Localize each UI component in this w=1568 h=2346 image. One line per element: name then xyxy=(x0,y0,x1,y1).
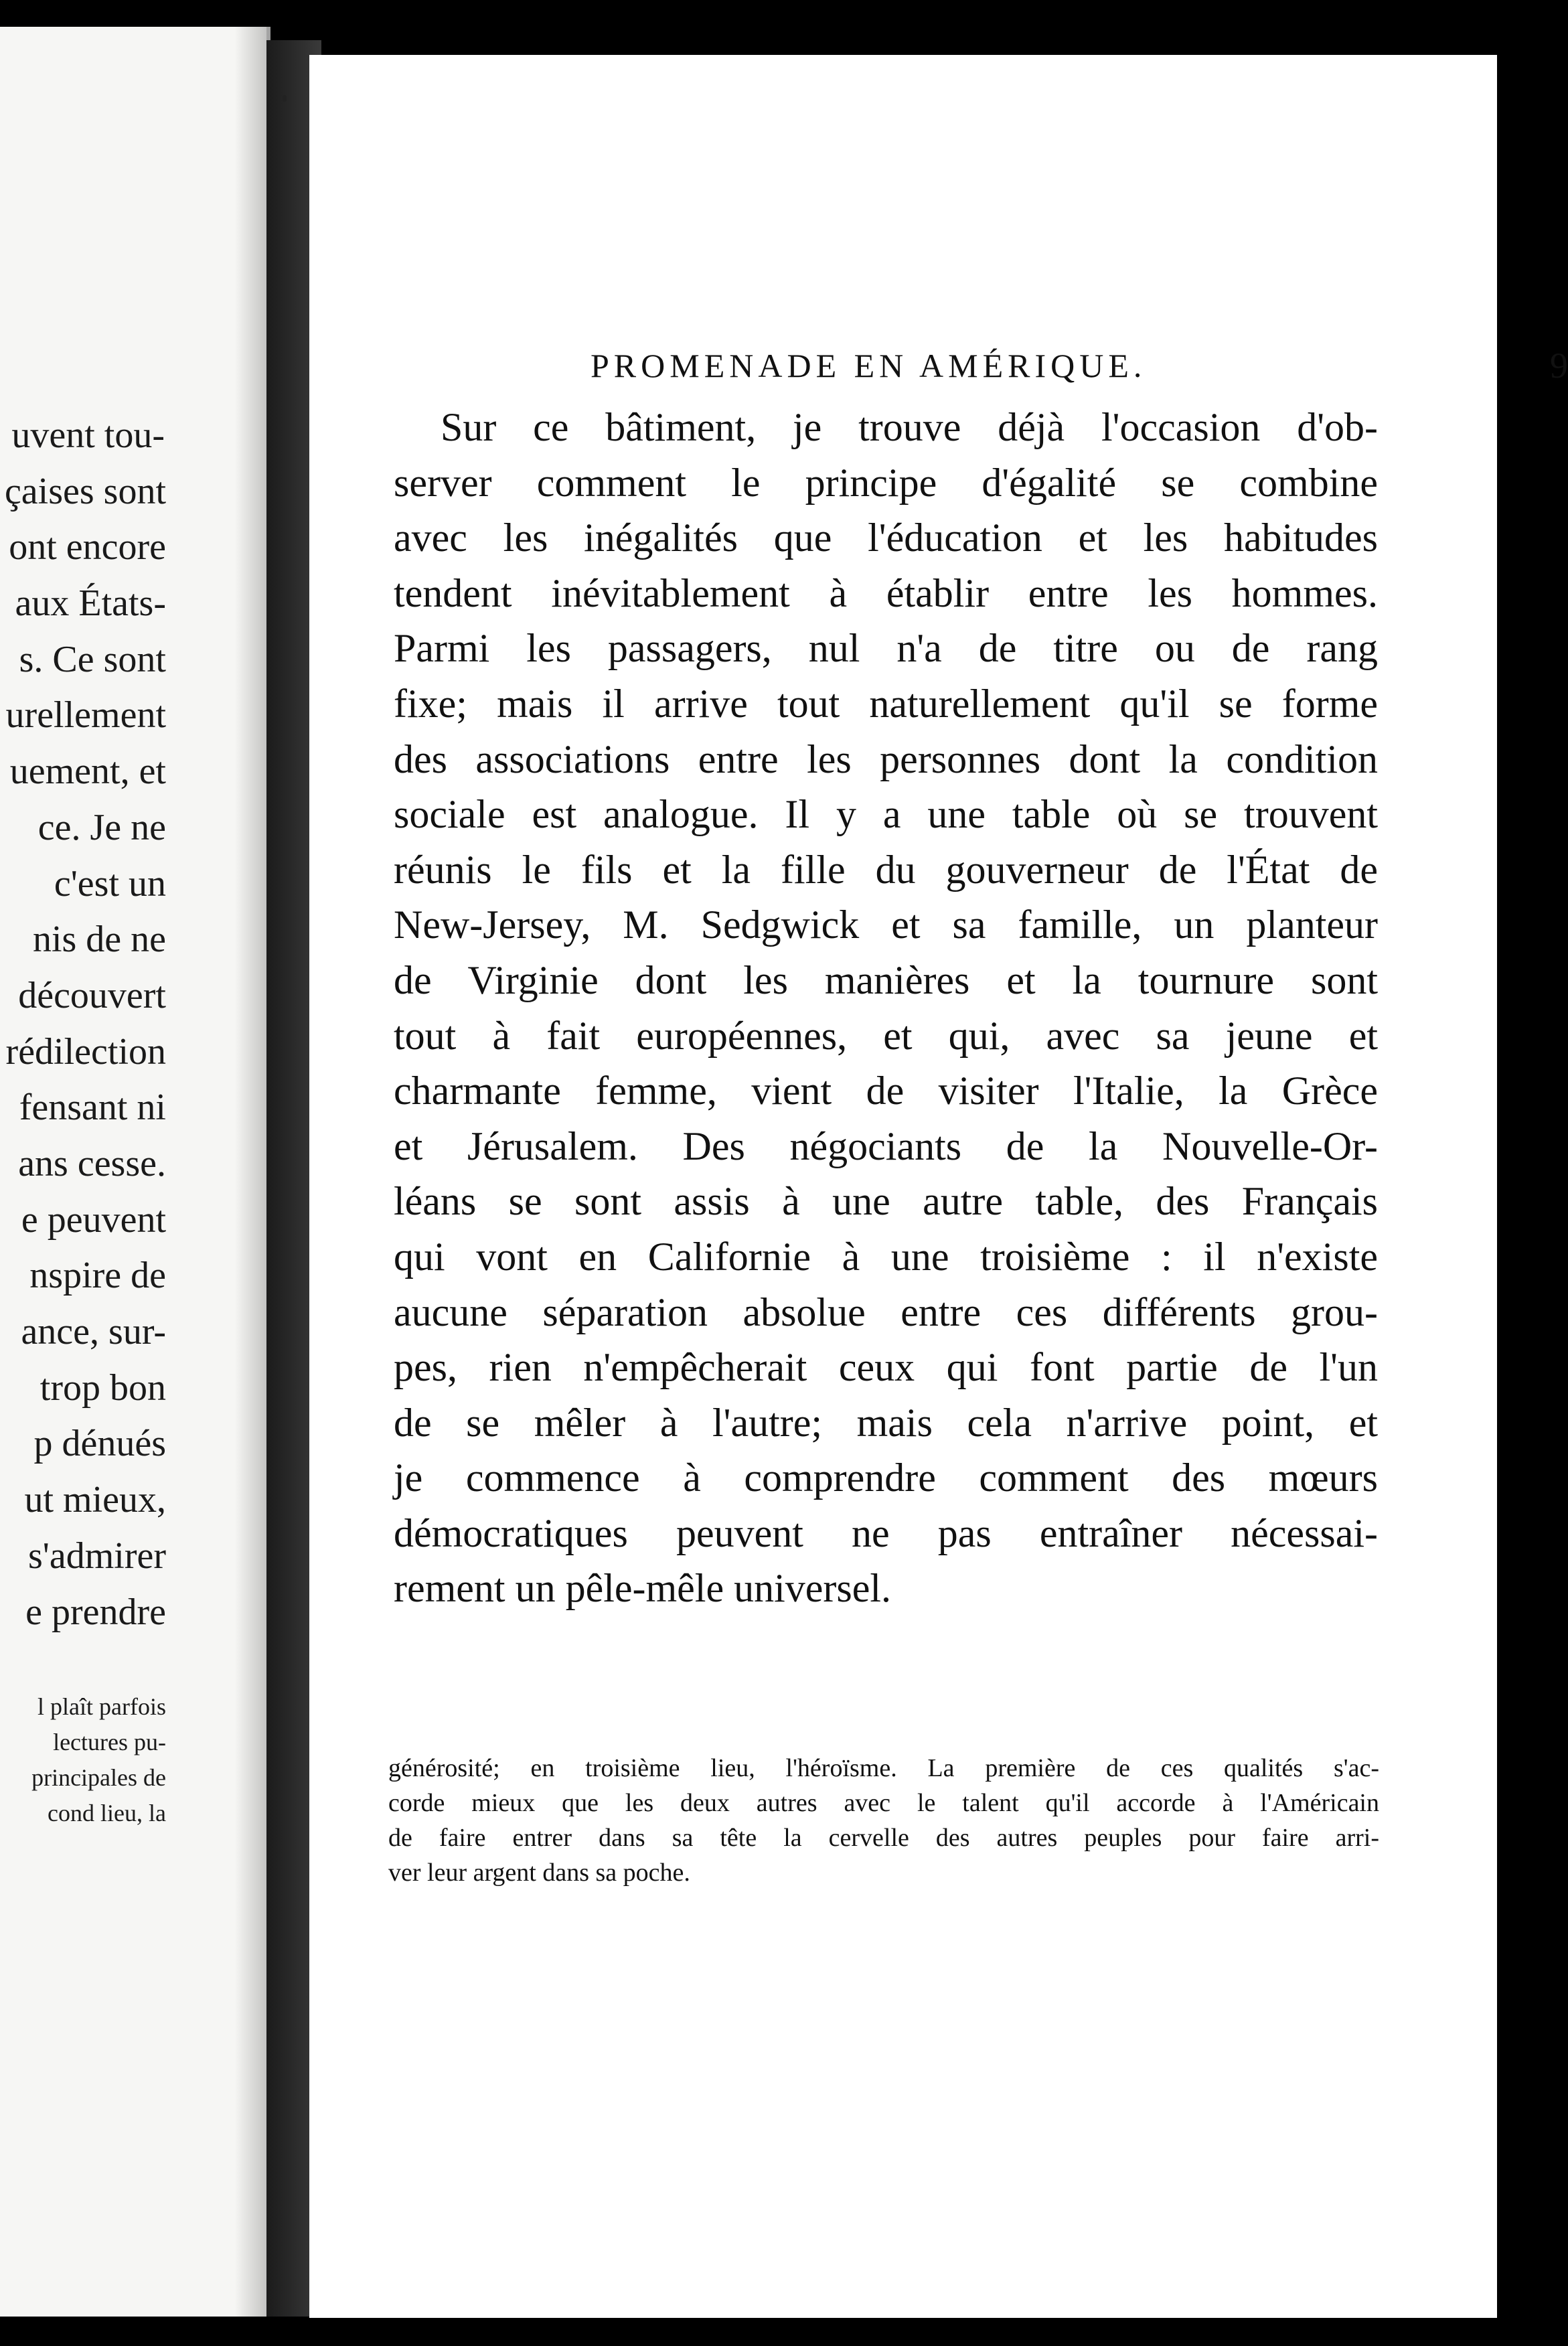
previous-page-line: uvent tou- xyxy=(11,414,165,456)
previous-page-line: trop bon xyxy=(40,1366,166,1409)
body-line: réunis le fils et la fille du gouverneur de l'État de xyxy=(394,847,1378,892)
previous-page-footnote-line: cond lieu, la xyxy=(48,1800,166,1826)
body-line: aucune séparation absolue entre ces différents grou- xyxy=(394,1289,1378,1334)
previous-page-line: nis de ne xyxy=(32,919,166,961)
body-line: charmante femme, vient de visiter l'Italie, la Grèce xyxy=(394,1069,1378,1113)
body-line: New-Jersey, M. Sedgwick et sa famille, un planteur xyxy=(394,903,1378,947)
previous-page-line: s'admirer xyxy=(27,1535,166,1577)
previous-page-line: ce. Je ne xyxy=(37,806,166,848)
page-edge-shadow xyxy=(1497,55,1521,2331)
body-line: rement un pêle-mêle universel. xyxy=(394,1566,892,1611)
running-title: PROMENADE EN AMÉRIQUE. xyxy=(591,347,1147,384)
running-head xyxy=(591,346,1568,393)
previous-page-line: urellement xyxy=(5,694,166,736)
previous-page-footnote-line: lectures pu- xyxy=(53,1729,166,1755)
ink-speck xyxy=(283,95,287,102)
previous-page-line: uement, et xyxy=(9,751,166,793)
previous-page-line: ans cesse. xyxy=(18,1143,166,1185)
body-line: server comment le principe d'égalité se combine xyxy=(394,460,1378,505)
previous-page-line: e prendre xyxy=(25,1591,166,1633)
body-line: sociale est analogue. Il y a une table où se trouvent xyxy=(394,792,1378,837)
previous-page-footnote-line: principales de xyxy=(31,1764,166,1791)
body-line: Sur ce bâtiment, je trouve déjà l'occasion d'ob- xyxy=(441,405,1378,449)
previous-page-line: ance, sur- xyxy=(21,1311,166,1353)
previous-page-footnote-line: l plaît parfois xyxy=(37,1693,166,1720)
previous-page-line: nspire de xyxy=(29,1255,166,1297)
previous-page-line: fensant ni xyxy=(19,1087,166,1129)
previous-page-line: rédilection xyxy=(5,1030,166,1073)
body-line: de se mêler à l'autre; mais cela n'arrive point, et xyxy=(394,1400,1378,1445)
body-line: démocratiques peuvent ne pas entraîner nécessai- xyxy=(394,1510,1378,1555)
body-paragraph xyxy=(394,400,1378,1616)
body-line: fixe; mais il arrive tout naturellement qu'il se forme xyxy=(394,681,1378,726)
previous-page-line: aux États- xyxy=(15,582,166,625)
footnote-line: corde mieux que les deux autres avec le talent qu'il accorde à l'Américain xyxy=(388,1789,1379,1817)
previous-page-line: çaises sont xyxy=(4,470,166,512)
previous-page-line: e peuvent xyxy=(21,1198,166,1241)
footnote-line: de faire entrer dans sa tête la cervelle des autres peuples pour faire arri- xyxy=(388,1824,1379,1852)
current-page xyxy=(309,55,1568,2318)
body-line: de Virginie dont les manières et la tournure sont xyxy=(394,957,1378,1002)
previous-page-line: c'est un xyxy=(54,862,166,905)
previous-page xyxy=(0,27,270,2317)
body-line: tout à fait européennes, et qui, avec sa jeune et xyxy=(394,1013,1378,1058)
body-line: des associations entre les personnes dont la condition xyxy=(394,736,1378,781)
page-number: 9 xyxy=(1550,345,1568,386)
body-line: Parmi les passagers, nul n'a de titre ou de rang xyxy=(394,626,1378,671)
body-line: léans se sont assis à une autre table, des Français xyxy=(394,1179,1378,1224)
previous-page-line: s. Ce sont xyxy=(19,638,166,680)
body-line: avec les inégalités que l'éducation et les habitudes xyxy=(394,516,1378,560)
footnote-line: générosité; en troisième lieu, l'héroïsme. La première de ces qualités s'ac- xyxy=(388,1754,1379,1782)
previous-page-line: p dénués xyxy=(33,1423,166,1465)
body-line: tendent inévitablement à établir entre les hommes. xyxy=(394,570,1378,615)
body-line: qui vont en Californie à une troisième : il n'existe xyxy=(394,1234,1378,1279)
body-line: et Jérusalem. Des négociants de la Nouvelle-Or- xyxy=(394,1123,1378,1168)
body-line: pes, rien n'empêcherait ceux qui font partie de l'un xyxy=(394,1345,1378,1390)
footnote-line: ver leur argent dans sa poche. xyxy=(388,1859,690,1887)
footnote xyxy=(388,1751,1379,1890)
body-line: je commence à comprendre comment des mœurs xyxy=(394,1456,1378,1500)
previous-page-line: ut mieux, xyxy=(24,1479,166,1521)
previous-page-line: découvert xyxy=(18,974,166,1016)
previous-page-line: ont encore xyxy=(9,526,166,568)
